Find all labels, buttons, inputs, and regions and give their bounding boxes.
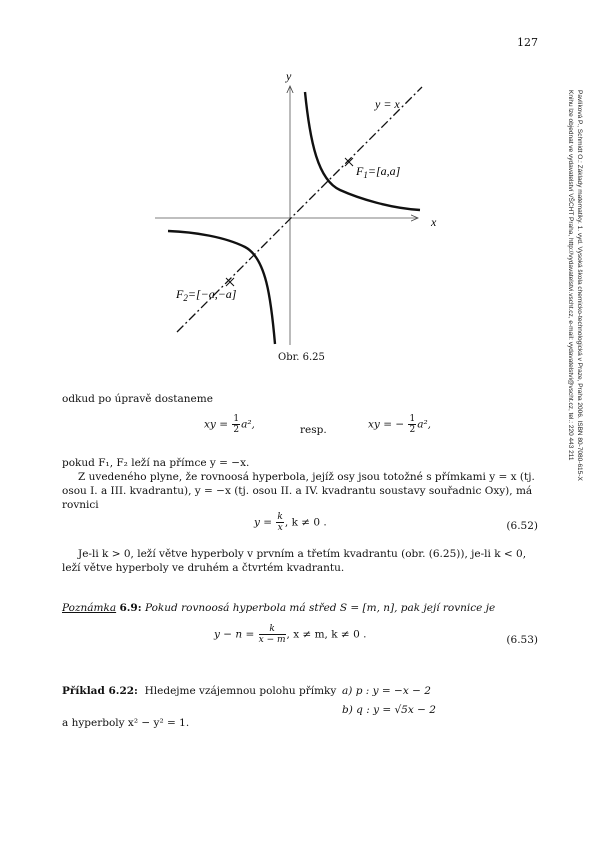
publication-note — [566, 90, 584, 481]
paragraph-4: Je-li k > 0, leží větve hyperboly v prvním a třetím kvadrantu (obr. (6.25)), je-li k < 0, leží větve hyperboly ve druhém a čtvrtém kvadrantu. — [62, 548, 527, 574]
figure-caption: Obr. 6.25 — [278, 352, 325, 363]
example-part-b: b) q : y = √5x − 2 — [342, 704, 436, 716]
y-axis-label: y — [286, 69, 292, 83]
publication-note-line1: Pavlíková P., Schmidt O.: Základy matematiky. 1. vyd. Vysoká škola chemicko-technologická v Praze, Praha 2006. ISBN 80-7080-615-X — [576, 90, 583, 481]
paragraph-3: Z uvedeného plyne, že rovnoosá hyperbola, jejíž osy jsou totožné s přímkami y = x (tj. osou I. a III. kvadrantu), y = −x (tj. osou II. a IV. kvadrantu soustavy souřadnic Oxy), má rovnici — [62, 471, 535, 511]
paragraph-2: pokud F₁, F₂ leží na přímce y = −x. — [62, 457, 250, 469]
hyperbola-figure — [150, 62, 450, 347]
f2-label: $F_2=[-a,-a]$ — [176, 287, 237, 303]
example-6-22: Příklad 6.22: Hledejme vzájemnou polohu přímky — [62, 685, 337, 697]
line-label: y = x — [375, 97, 400, 111]
example-tail: a hyperboly x² − y² = 1. — [62, 717, 190, 729]
example-part-a: a) p : y = −x − 2 — [342, 685, 431, 697]
publication-note-line2: Knihu lze objednat ve vydavatelství VŠCHT Praha, http://vydavatelstvi.vscht.cz, e-mail: vydavatelstvi@vscht.cz, tel.: 220 443 211 — [567, 90, 574, 461]
paragraph-1: odkud po úpravě dostaneme — [62, 393, 213, 405]
f1-label: $F_1=[a,a]$ — [356, 164, 401, 180]
hyperbola-branch-first-quadrant — [305, 92, 420, 210]
page-number: 127 — [517, 36, 538, 49]
x-axis-label: x — [431, 215, 437, 229]
note-6-9: Poznámka 6.9: Pokud rovnoosá hyperbola má střed S = [m, n], pak její rovnice je — [62, 602, 496, 614]
